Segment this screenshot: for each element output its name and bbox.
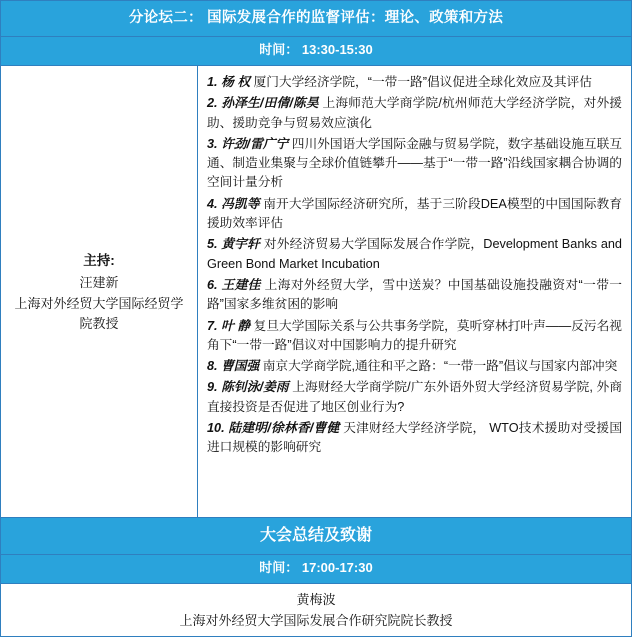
talk-title: 南开大学国际经济研究所，基于三阶段DEA模型的中国国际教育援助效率评估 [207,196,623,231]
list-item [207,94,622,133]
list-item [207,419,622,458]
chair-label: 主持: [83,253,115,269]
session-time-band [1,37,631,66]
talks-list [198,66,631,517]
talk-title: 上海财经大学商学院/广东外语外贸大学经济贸易学院, 外商直接投资是否促进了地区创业行为? [207,380,623,414]
list-item [207,73,622,92]
talk-speaker: 叶 静 [221,318,251,333]
talk-speaker: 杨 权 [221,74,251,89]
closing-speaker-name: 黄梅波 [296,592,336,608]
talk-number: 5. [207,237,218,252]
session-time: 时间： 13:30-15:30 [259,41,373,57]
list-item [207,135,622,193]
closing-time-band [1,555,631,584]
talk-title: 天津财经大学经济学院， WTO技术援助对受援国进口规模的影响研究 [207,420,623,455]
list-item [207,195,622,234]
talk-number: 7. [207,318,218,333]
list-item [207,357,622,376]
talk-number: 9. [207,380,218,395]
list-item [207,276,622,315]
talk-speaker: 陈钊泳/姜雨 [221,380,289,395]
talk-number: 3. [207,136,218,151]
session-body [1,66,631,518]
talk-title: 复旦大学国际关系与公共事务学院，莫听穿林打叶声——反污名视角下“一带一路”倡议对中国影响力的提升研究 [207,318,622,352]
talk-title: 四川外国语大学国际金融与贸易学院，数字基础设施互联互通、制造业集聚与全球价值链攀升——基于“一带一路”沿线国家耦合协调的空间计量分析 [207,136,623,190]
talk-title: 南京大学商学院,通往和平之路：“一带一路”倡议与国家内部冲突 [262,359,618,374]
chair-affiliation: 上海对外经贸大学国际经贸学院教授 [14,295,184,331]
session-title-band [1,1,631,37]
session-title: 分论坛二： 国际发展合作的监督评估：理论、政策和方法 [128,10,504,26]
list-item [207,317,622,356]
talk-number: 4. [207,196,218,211]
talk-speaker: 许劲/雷广宁 [221,136,289,151]
talk-number: 8. [207,359,218,374]
talk-number: 1. [207,74,218,89]
closing-title: 大会总结及致谢 [259,527,372,545]
talk-speaker: 曹国强 [221,359,260,374]
talk-title: 对外经济贸易大学国际发展合作学院，Development Banks and Green Bond Market Incubation [207,237,622,271]
talk-number: 2. [207,96,218,111]
talk-number: 6. [207,277,218,292]
talk-speaker: 王建佳 [221,277,261,292]
chair-cell [1,66,198,517]
chair-name: 汪建新 [79,275,119,291]
talk-title: 上海对外经贸大学，雪中送炭？中国基础设施投融资对“一带一路”国家多维贫困的影响 [207,277,622,312]
talk-speaker: 陆建明/徐林香/曹健 [228,420,340,435]
list-item [207,378,622,417]
talk-speaker: 黄宇轩 [221,237,261,252]
talk-number: 10. [207,420,225,435]
closing-time: 时间： 17:00-17:30 [259,560,373,576]
talk-speaker: 冯凯等 [221,196,260,211]
talk-title: 厦门大学经济学院，“一带一路”倡议促进全球化效应及其评估 [253,74,592,89]
closing-speaker-cell [1,584,631,636]
talk-title: 上海师范大学商学院/杭州师范大学经济学院，对外援助、援助竞争与贸易效应演化 [207,96,622,130]
talk-speaker: 孙泽生/田倩/陈昊 [221,96,319,111]
list-item [207,235,622,274]
closing-title-band [1,518,631,555]
closing-speaker-affiliation: 上海对外经贸大学国际发展合作研究院院长教授 [179,613,453,629]
